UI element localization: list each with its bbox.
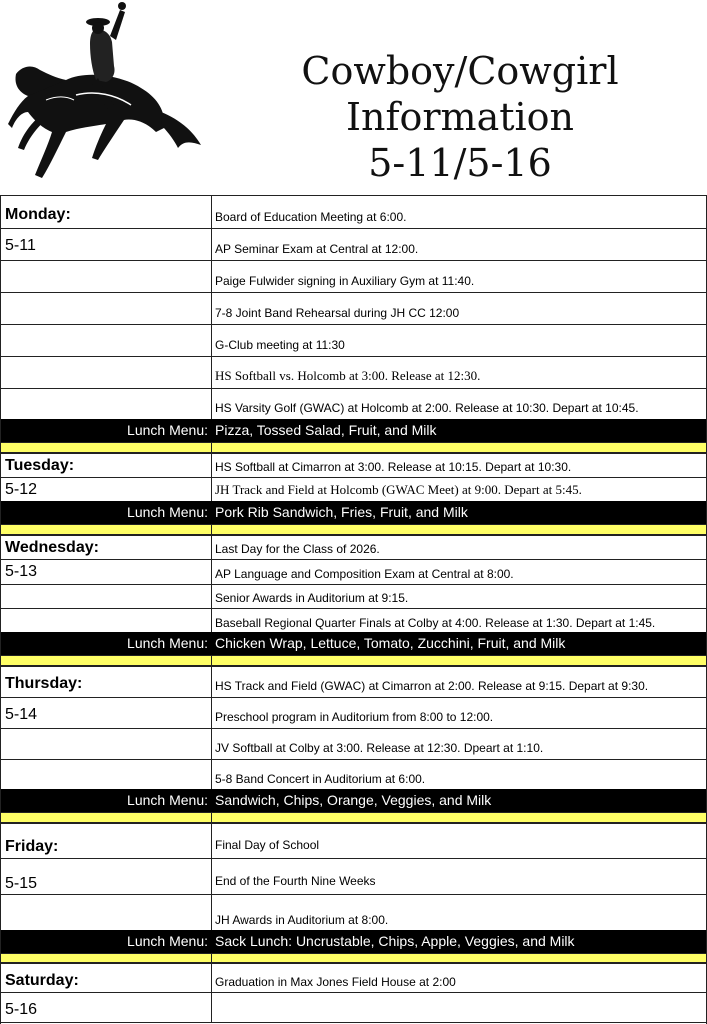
lunch-menu-bar xyxy=(1,789,706,812)
event-text: AP Seminar Exam at Central at 12:00. xyxy=(215,242,419,256)
table-row xyxy=(1,260,706,292)
day-label: Monday: xyxy=(5,206,71,223)
event-text: AP Language and Composition Exam at Central at 8:00. xyxy=(215,567,514,581)
lunch-menu-text: Pork Rib Sandwich, Fries, Fruit, and Milk xyxy=(215,504,468,520)
table-row xyxy=(1,728,706,759)
day-label: Tuesday: xyxy=(5,457,75,474)
title-line: 5-11/5-16 xyxy=(368,141,552,185)
event-text: G-Club meeting at 11:30 xyxy=(215,338,345,352)
lunch-menu-bar xyxy=(1,419,706,442)
table-row xyxy=(1,666,706,697)
lunch-menu-text: Chicken Wrap, Lettuce, Tomato, Zucchini, Fruit, and Milk xyxy=(215,635,566,651)
event-text: HS Softball vs. Holcomb at 3:00. Release at 12:30. xyxy=(215,368,481,383)
table-row xyxy=(1,195,706,228)
event-text: Senior Awards in Auditorium at 9:15. xyxy=(215,591,409,605)
table-row xyxy=(1,584,706,608)
bucking-bronco-logo xyxy=(6,0,206,190)
lunch-label: Lunch Menu: xyxy=(127,933,208,949)
event-text: HS Softball at Cimarron at 3:00. Release at 10:15. Depart at 10:30. xyxy=(215,460,572,474)
table-row xyxy=(1,535,706,559)
schedule-table xyxy=(0,195,707,1024)
page-title xyxy=(280,48,640,186)
event-text: Graduation in Max Jones Field House at 2:00 xyxy=(215,975,456,989)
event-text: Last Day for the Class of 2026. xyxy=(215,542,380,556)
event-text: JH Awards in Auditorium at 8:00. xyxy=(215,913,389,927)
table-row xyxy=(1,324,706,356)
lunch-menu-bar xyxy=(1,501,706,524)
date-label: 5-16 xyxy=(5,1001,38,1018)
table-row xyxy=(1,992,706,1023)
table-row xyxy=(1,477,706,501)
event-text: 5-8 Band Concert in Auditorium at 6:00. xyxy=(215,772,426,786)
event-text: JH Track and Field at Holcomb (GWAC Meet) at 9:00. Depart at 5:45. xyxy=(215,482,582,497)
separator-band xyxy=(1,524,706,535)
lunch-menu-text: Pizza, Tossed Salad, Fruit, and Milk xyxy=(215,422,437,438)
table-row xyxy=(1,697,706,728)
event-text: End of the Fourth Nine Weeks xyxy=(215,874,376,888)
date-label: 5-11 xyxy=(5,237,36,254)
title-line: Information xyxy=(345,95,575,139)
separator-band xyxy=(1,655,706,666)
lunch-menu-bar xyxy=(1,930,706,953)
date-label: 5-14 xyxy=(5,706,38,723)
table-row xyxy=(1,894,706,930)
day-label: Friday: xyxy=(5,838,59,855)
title-line: Cowboy/Cowgirl xyxy=(301,49,619,93)
table-row xyxy=(1,453,706,477)
day-label: Saturday: xyxy=(5,972,79,989)
date-label: 5-15 xyxy=(5,875,38,892)
table-row xyxy=(1,356,706,388)
table-row xyxy=(1,608,706,632)
separator-band xyxy=(1,953,706,963)
table-row xyxy=(1,823,706,858)
date-label: 5-12 xyxy=(5,481,38,498)
table-row xyxy=(1,388,706,419)
date-label: 5-13 xyxy=(5,563,38,580)
event-text: HS Track and Field (GWAC) at Cimarron at 2:00. Release at 9:15. Depart at 9:30. xyxy=(215,679,649,693)
lunch-label: Lunch Menu: xyxy=(127,635,208,651)
separator-band xyxy=(1,442,706,453)
table-row xyxy=(1,759,706,789)
table-row xyxy=(1,858,706,894)
event-text: Board of Education Meeting at 6:00. xyxy=(215,210,407,224)
table-row xyxy=(1,292,706,324)
day-label: Wednesday: xyxy=(5,539,99,556)
lunch-menu-bar xyxy=(1,632,706,655)
event-text: HS Varsity Golf (GWAC) at Holcomb at 2:00. Release at 10:30. Depart at 10:45. xyxy=(215,401,639,415)
event-text: 7-8 Joint Band Rehearsal during JH CC 12:00 xyxy=(215,306,460,320)
lunch-menu-text: Sandwich, Chips, Orange, Veggies, and Milk xyxy=(215,792,492,808)
header xyxy=(0,0,707,195)
event-text: Baseball Regional Quarter Finals at Colby at 4:00. Release at 1:30. Depart at 1:45. xyxy=(215,616,656,630)
table-row xyxy=(1,559,706,584)
event-text: Final Day of School xyxy=(215,838,320,852)
event-text: Preschool program in Auditorium from 8:00 to 12:00. xyxy=(215,710,494,724)
lunch-menu-text: Sack Lunch: Uncrustable, Chips, Apple, Veggies, and Milk xyxy=(215,933,575,949)
lunch-label: Lunch Menu: xyxy=(127,422,208,438)
lunch-label: Lunch Menu: xyxy=(127,792,208,808)
table-row xyxy=(1,963,706,992)
lunch-label: Lunch Menu: xyxy=(127,504,208,520)
event-text: JV Softball at Colby at 3:00. Release at 12:30. Dpeart at 1:10. xyxy=(215,741,544,755)
event-text: Paige Fulwider signing in Auxiliary Gym at 11:40. xyxy=(215,274,475,288)
table-row xyxy=(1,228,706,260)
separator-band xyxy=(1,812,706,823)
day-label: Thursday: xyxy=(5,675,83,692)
